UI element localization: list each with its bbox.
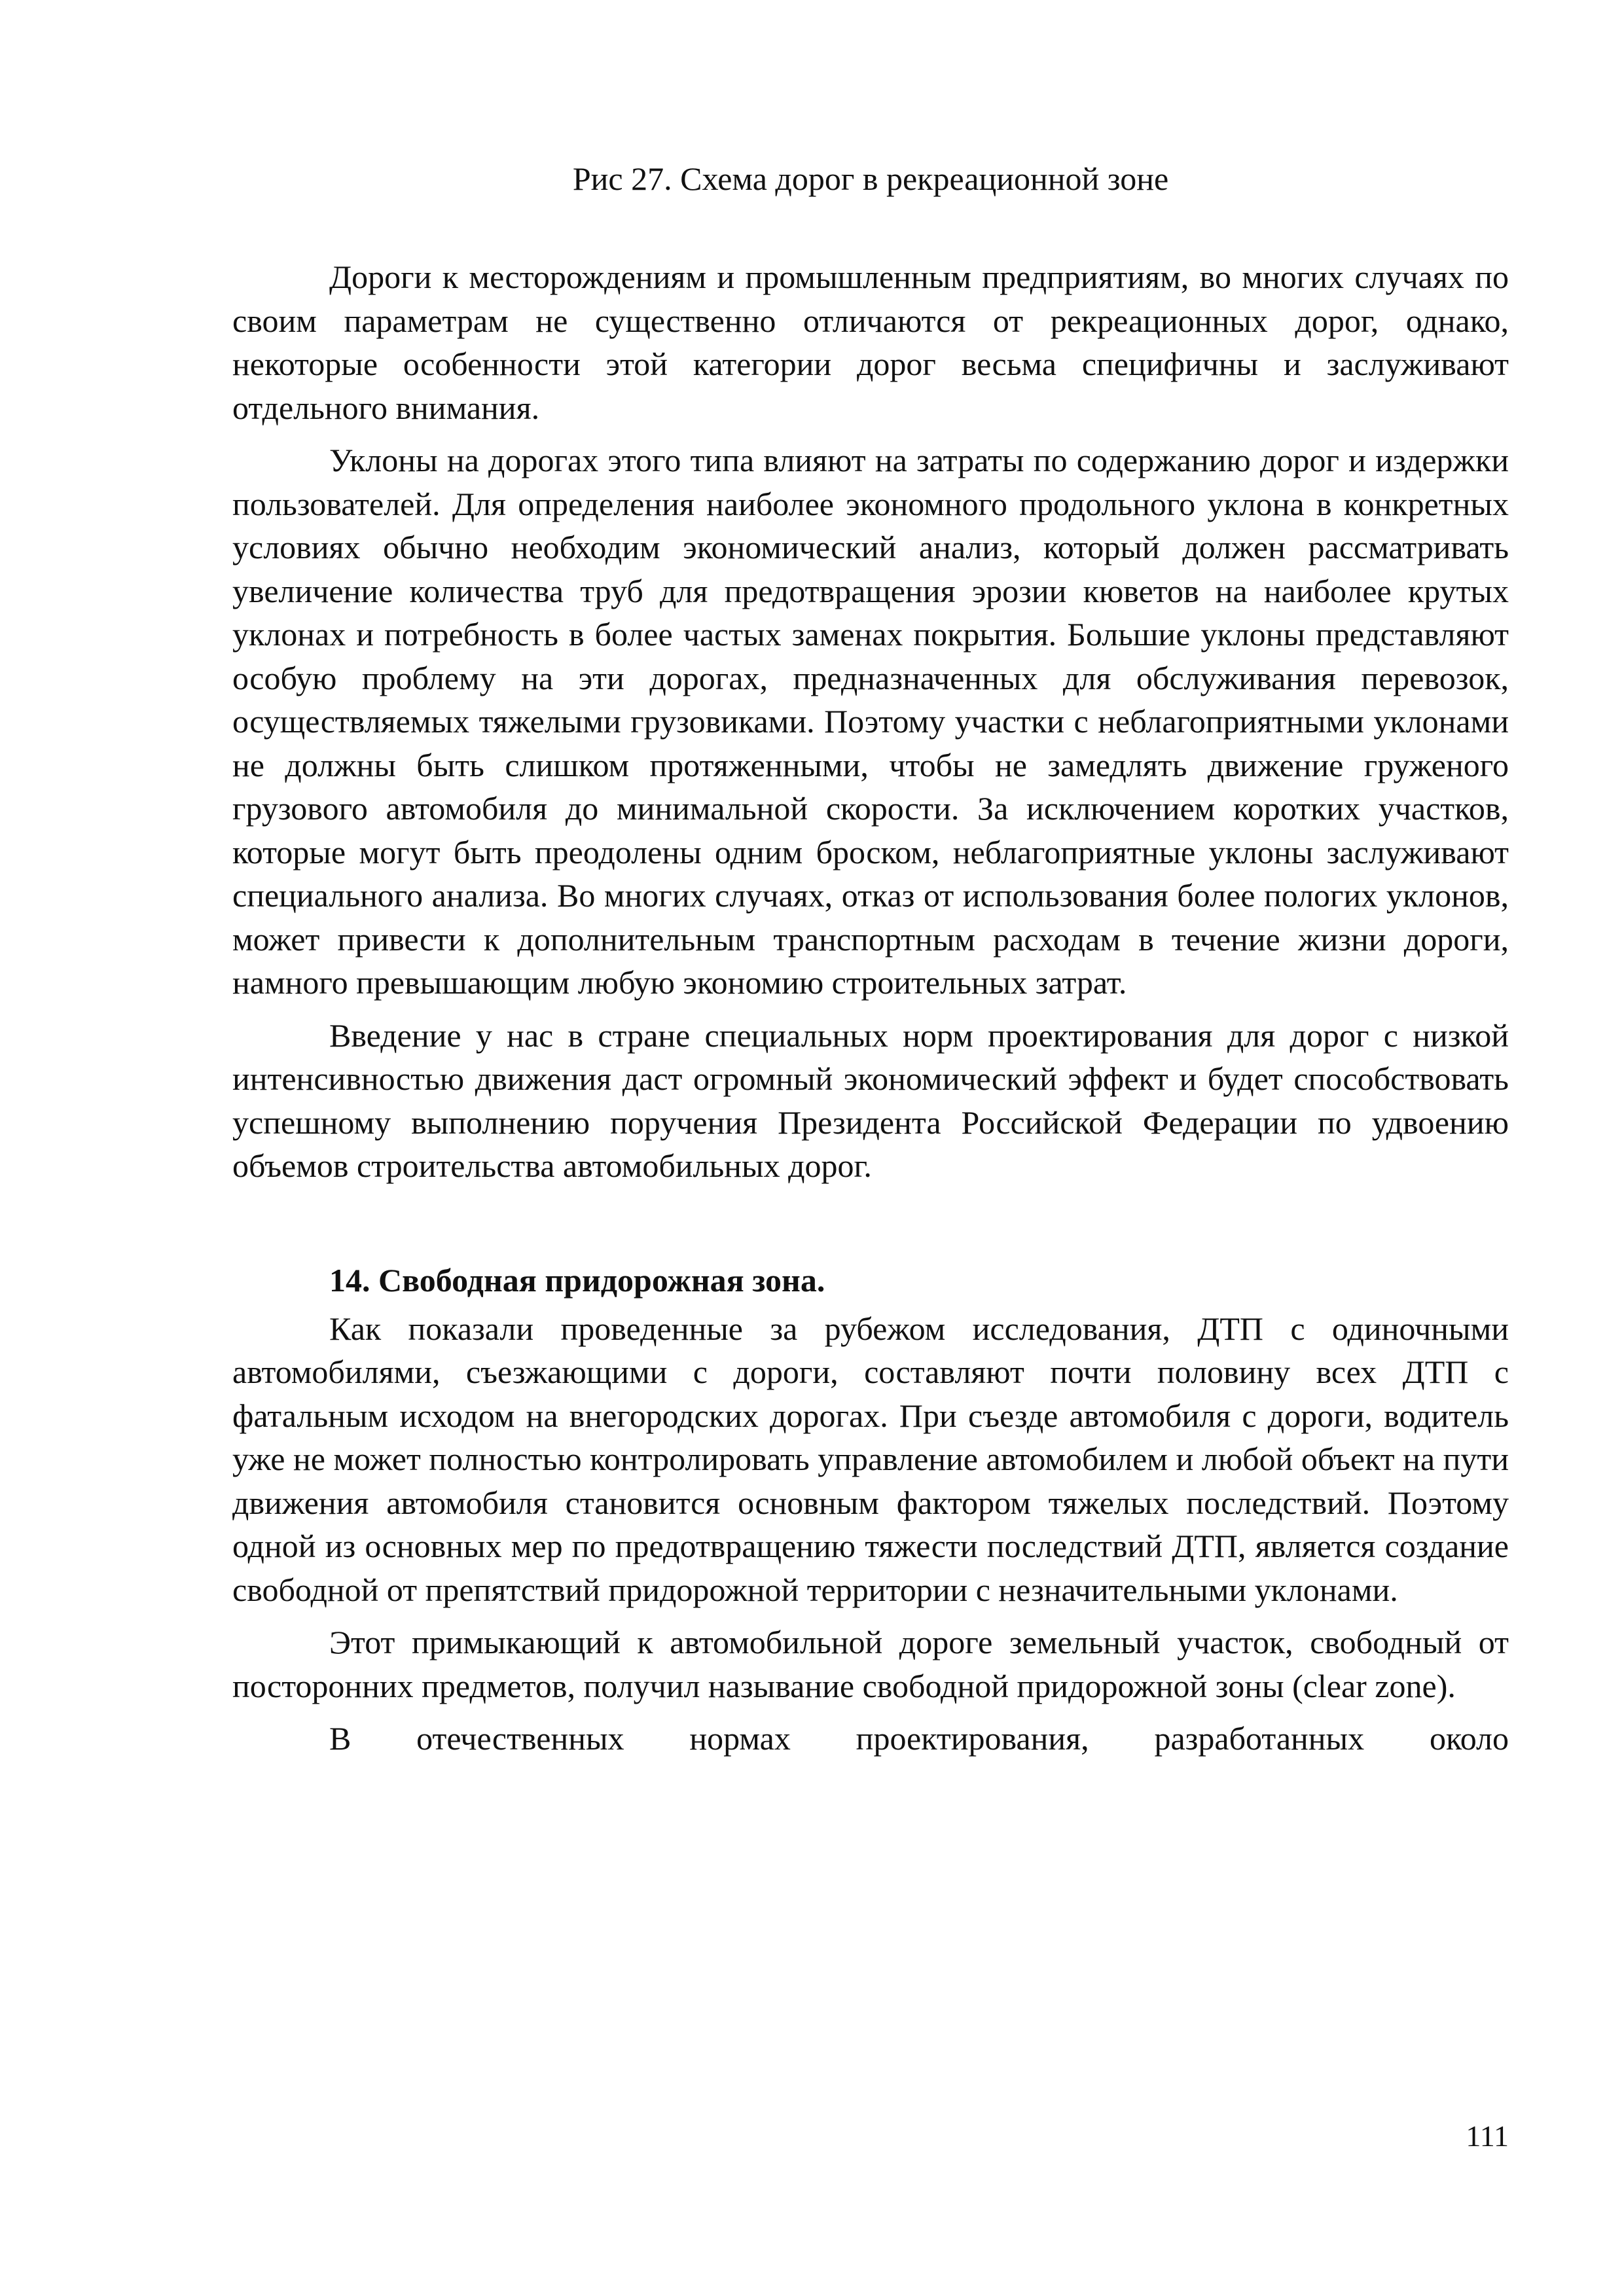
paragraph-3: Введение у нас в стране специальных норм проектирования для дорог с низкой интенсивностью движения даст огромный экономический эффект и будет способствовать успешному выполнению поручения Президента Российской Федерации по удвоению объемов строительства автомобильных дорог. bbox=[232, 1016, 1509, 1184]
paragraph-4: Как показали проведенные за рубежом исследования, ДТП с одиночными автомобилями, съезжающими с дороги, составляют почти половину всех ДТП с фатальным исходом на внегородских дорогах. При съезде автомобиля с дороги, водитель уже не может полностью контролировать управление автомобилем и любой объект на пути движения автомобиля становится основным фактором тяжелых последствий. Поэтому одной из основных мер по предотвращению тяжести последствий ДТП, является создание свободной от препятствий придорожной территории с незначительными уклонами. bbox=[232, 1310, 1509, 1608]
paragraph-6: В отечественных нормах проектирования, разработанных около bbox=[329, 1720, 1509, 1757]
paragraph-2: Уклоны на дорогах этого типа влияют на затраты по содержанию дорог и издержки пользователей. Для определения наиболее экономного продольного уклона в конкретных условиях обычно необходим экономический анализ, который должен рассматривать увеличение количества труб для предотвращения эрозии кюветов на наиболее крутых уклонах и потребность в более частых заменах покрытия. Большие уклоны представляют особую проблему на эти дорогах, предназначенных для обслуживания перевозок, осуществляемых тяжелыми грузовиками. Поэтому участки с неблагоприятными уклонами не должны быть слишком протяженными, чтобы не замедлять движение груженого грузового автомобиля до минимальной скорости. За исключением коротких участков, которые могут быть преодолены одним броском, неблагоприятные уклоны заслуживают специального анализа. Во многих случаях, отказ от использования более пологих уклонов, может привести к дополнительным транспортным расходам в течение жизни дороги, намного превышающим любую экономию строительных затрат. bbox=[232, 442, 1509, 1001]
figure-caption: Рис 27. Схема дорог в рекреационной зоне bbox=[572, 160, 1169, 197]
page-body bbox=[232, 157, 1509, 1770]
paragraph-1: Дороги к месторождениям и промышленным предприятиям, во многих случаях по своим параметрам не существенно отличаются от рекреационных дорог, однако, некоторые особенности этой категории дорог весьма специфичны и заслуживают отдельного внимания. bbox=[232, 259, 1509, 426]
page-number: 111 bbox=[1466, 2119, 1509, 2153]
section-heading: 14. Свободная придорожная зона. bbox=[329, 1261, 825, 1299]
paragraph-5: Этот примыкающий к автомобильной дороге земельный участок, свободный от посторонних предметов, получил называние свободной придорожной зоны (clear zone). bbox=[232, 1624, 1509, 1704]
